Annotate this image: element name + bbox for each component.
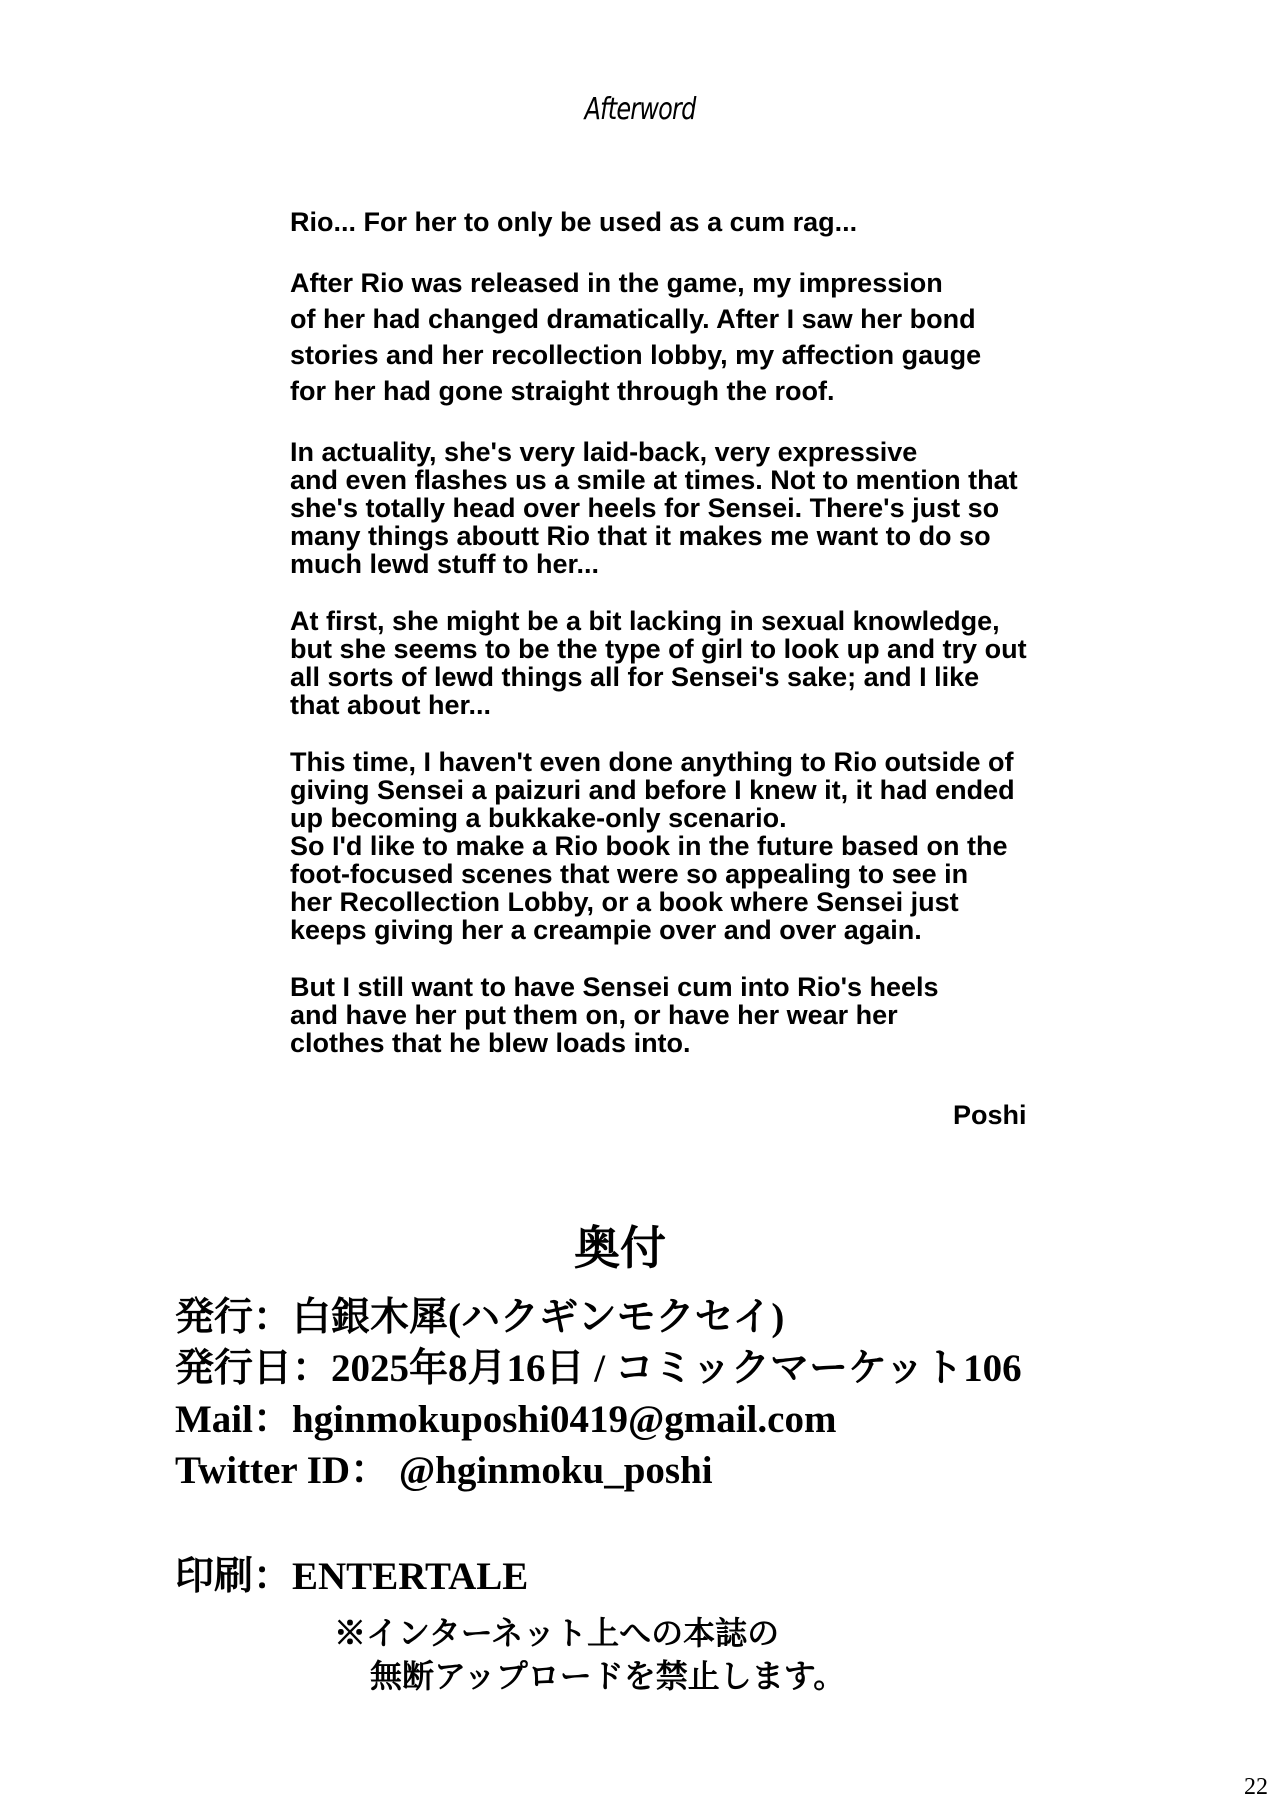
upload-notice [334,1612,845,1698]
colophon-details [175,1292,1022,1496]
paragraph-line: In actuality, she's very laid-back, very expressive [290,437,918,467]
paragraph-line: and have her put them on, or have her wear her [290,1000,898,1030]
afterword-paragraph [290,265,1190,409]
afterword-paragraph [290,748,1190,944]
paragraph-line: Rio... For her to only be used as a cum rag... [290,207,858,237]
paragraph-line: After Rio was released in the game, my impression [290,268,943,298]
paragraph-line: much lewd stuff to her... [290,549,600,579]
publisher-line: 発行：白銀木犀(ハクギンモクセイ) [175,1296,785,1339]
paragraph-line: her Recollection Lobby, or a book where Sensei just [290,887,959,917]
paragraph-line: stories and her recollection lobby, my affection gauge [290,340,982,370]
paragraph-line: This time, I haven't even done anything to Rio outside of [290,747,1014,777]
paragraph-line: but she seems to be the type of girl to look up and try out [290,634,1027,664]
colophon-title: 奥付 [574,1223,666,1274]
date-line: 発行日：2025年8月16日 / コミックマーケット106 [175,1347,1022,1390]
paragraph-line: she's totally head over heels for Sensei. There's just so [290,493,1000,523]
printer-line: 印刷：ENTERTALE [175,1555,529,1598]
paragraph-line: all sorts of lewd things all for Sensei's sake; and I like [290,662,980,692]
notice-line-2: 無断アップロードを禁止します。 [370,1658,846,1694]
paragraph-line: keeps giving her a creampie over and over again. [290,915,922,945]
notice-line-1: ※インターネット上への本誌の [334,1615,780,1651]
paragraph-line: of her had changed dramatically. After I saw her bond [290,304,976,334]
paragraph-line: clothes that he blew loads into. [290,1028,691,1058]
paragraph-line: for her had gone straight through the roof. [290,376,835,406]
page-number: 22 [1244,1774,1268,1800]
paragraph-line: that about her... [290,690,492,720]
paragraph-line: foot-focused scenes that were so appealing to see in [290,859,969,889]
signature: Poshi [953,1100,1027,1130]
afterword-paragraph [290,973,1190,1057]
paragraph-line: many things aboutt Rio that it makes me want to do so [290,521,991,551]
paragraph-line: So I'd like to make a Rio book in the future based on the [290,831,1008,861]
paragraph-line: up becoming a bukkake-only scenario. [290,803,787,833]
paragraph-line: But I still want to have Sensei cum into Rio's heels [290,972,939,1002]
paragraph-line: giving Sensei a paizuri and before I knew it, it had ended [290,775,1015,805]
paragraph-line: and even flashes us a smile at times. Not to mention that [290,465,1018,495]
twitter-line: Twitter ID： @hginmoku_poshi [175,1449,713,1492]
paragraph-line: At first, she might be a bit lacking in sexual knowledge, [290,606,1000,636]
mail-line: Mail：hginmokuposhi0419@gmail.com [175,1398,837,1441]
afterword-title: Afterword [584,92,696,127]
afterword-body [290,208,1190,1086]
afterword-paragraph [290,438,1190,578]
afterword-paragraph [290,607,1190,719]
afterword-paragraph [290,208,1190,236]
